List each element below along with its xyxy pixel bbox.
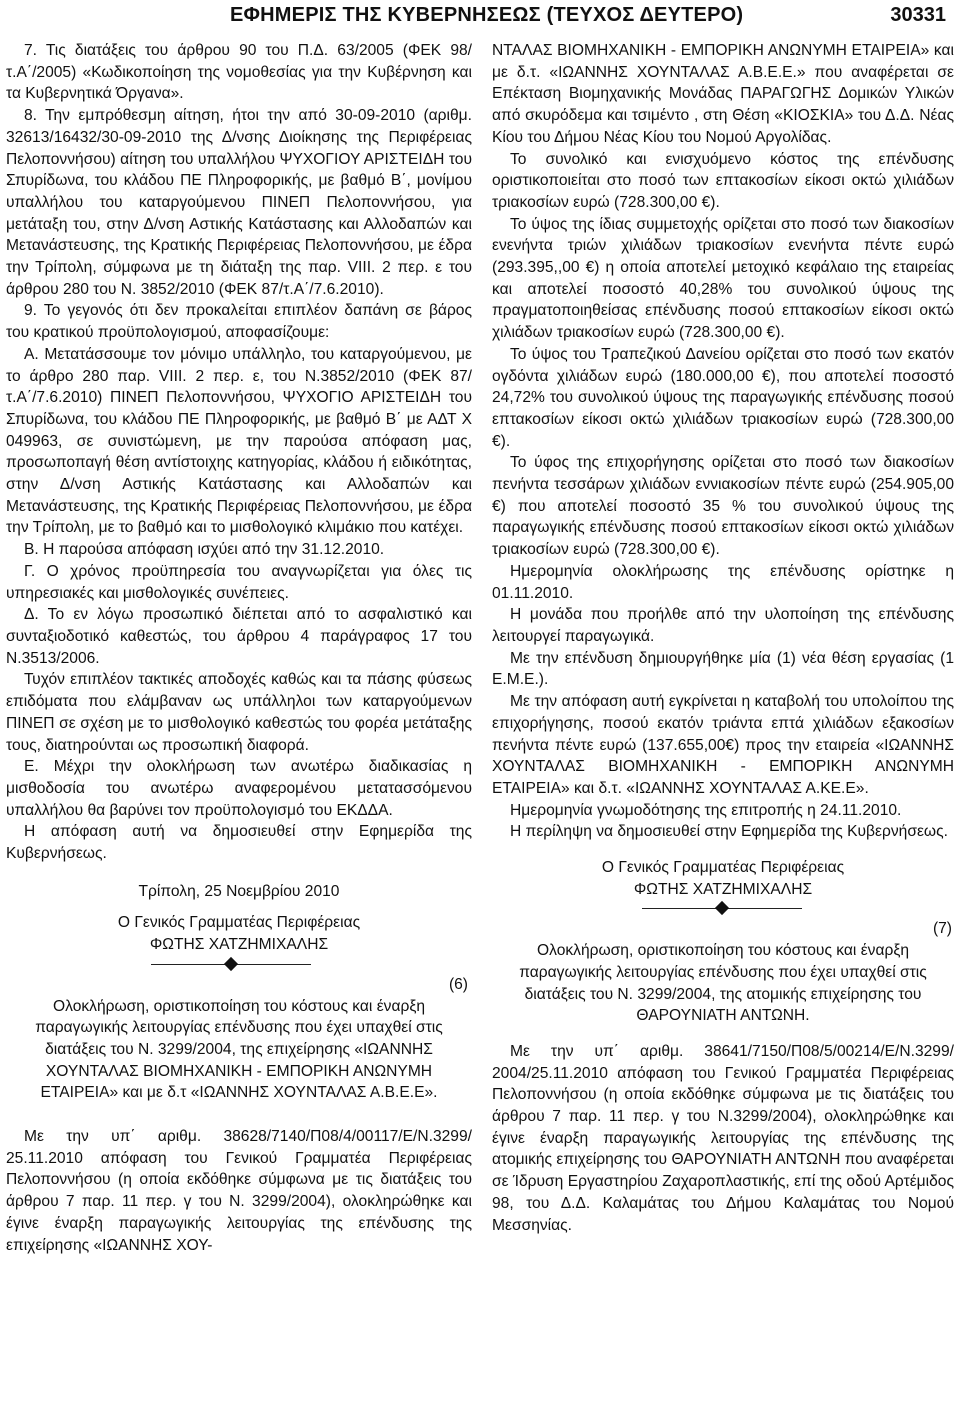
- section-divider: [492, 902, 954, 916]
- section-number-6: (6): [448, 975, 468, 993]
- divider-diamond-icon: [224, 957, 238, 971]
- paragraph-completion-date: Ημερομηνία ολοκλήρωσης της επένδυσης ορίστηκε η 01.11.2010.: [492, 562, 954, 602]
- paragraph-9: 9. Το γεγονός ότι δεν προκαλείται επιπλέον δαπάνη σε βάρος του κρατικού προϋπολογισμού, αποφασίζουμε:: [6, 302, 472, 342]
- section-title-7: Ολοκλήρωση, οριστικοποίηση του κόστους και έναρξη παραγωγικής λειτουργίας επένδυσης που έχει υπαχθεί στις διατάξεις του Ν. 3299/2004, της ατομικής επιχείρησης του ΘΑΡΟΥΝΙΑΤΗ ΑΝΤΩΝΗ.: [519, 942, 927, 1025]
- decision-e: Ε. Μέχρι την ολοκλήρωση των ανωτέρω διαδικασίας η μισθοδοσία του ανωτέρω αναφερομένου μετατασσόμενου υπαλλήλου θα βαρύνει τον προϋπολογισμό του ΕΚΔΔΑ.: [6, 758, 472, 819]
- page-header: [0, 0, 960, 38]
- signature-role: Ο Γενικός Γραμματέας Περιφέρειας: [601, 859, 845, 877]
- paragraph-8: 8. Την εμπρόθεσμη αίτηση, ήτοι την από 30-09-2010 (αριθμ. 32613/16432/30-09-2010 της Δ/νσης Διοίκησης της Περιφέρειας Πελοποννήσου) αίτηση του υπαλλήλου ΨΥΧΟΓΙΟΥ ΑΡΙΣΤΕΙΔΗ του Σπυρίδωνα, του κλάδου ΠΕ Πληροφορικής, με βαθμό Β΄, μονίμου υπαλλήλου του καταργούμενου ΠΙΝΕΠ Πελοποννήσου, για μετάταξη του, στην Δ/νση Αστικής Κατάστασης και Αλλοδαπών και Μετανάστευσης, της Κρατικής Περιφέρειας Πελοποννήσου, με έδρα την Τρίπολη, σύμφωνα με τη διάταξη της παρ. VIII. 2 περ. ε του άρθρου 280 του Ν. 3852/2010 (ΦΕΚ 87/τ.Α΄/7.6.2010).: [6, 107, 472, 298]
- section-divider: [6, 958, 472, 972]
- section-body-7: Με την υπ΄ αριθμ. 38641/7150/Π08/5/00214/Ε/Ν.3299/ 2004/25.11.2010 απόφαση του Γενικού Γραμματέα Περιφέρειας Πελοποννήσου (η οποία εκδόθηκε σύμφωνα με τις διατάξεις του άρθρου 7 παρ. 11 περ. γ του Ν.3299/2004), ολοκληρώθηκε και έγινε έναρξη παραγωγικής λειτουργίας της επένδυσης της ατομικής επιχείρησης του ΘΑΡΟΥΝΙΑΤΗ ΑΝΤΩΝΗ που αναφέρεται σε Ίδρυση Εργαστηρίου Ζαχαροπλαστικής, επί της οδού Αρτέμιδος 98, του Δ.Δ. Καλαμάτας του Δήμου Καλαμάτας του Νομού Μεσσηνίας.: [492, 1042, 954, 1234]
- gazette-title: ΕΦΗΜΕΡΙΣ ΤΗΣ ΚΥΒΕΡΝΗΣΕΩΣ (ΤΕΥΧΟΣ ΔΕΥΤΕΡΟ): [230, 4, 744, 26]
- left-column: [6, 40, 472, 1256]
- decision-a: Α. Μετατάσσουμε τον μόνιμο υπάλληλο, του καταργούμενου, με το άρθρο 280 παρ. VIII. 2 περ. ε, του Ν.3852/2010 (ΦΕΚ 87/τ.Α΄/7.6.2010) ΠΙΝΕΠ Πελοποννήσου, ΨΥΧΟΓΙΟ ΑΡΙΣΤΕΙΔΗ του Σπυρίδωνα, του κλάδου ΠΕ Πληροφορικής, με βαθμό Β΄ με ΑΔΤ Χ 049963, σε συνιστώμενη, με την παρούσα απόφαση μας, προσωποπαγή θέση αντίστοιχης κατηγορίας, κλάδου ή ειδικότητας, στην Δ/νση Αστικής Κατάστασης και Αλλοδαπών και Μετανάστευσης, της Κρατικής Περιφέρειας Πελοποννήσου, με έδρα την Τρίπολη, με το βαθμό και το μισθολογικό κλιμάκιο που κατέχει.: [6, 345, 472, 537]
- divider-diamond-icon: [715, 901, 729, 915]
- paragraph-new-jobs: Με την επένδυση δημιουργήθηκε μία (1) νέα θέση εργασίας (1 Ε.Μ.Ε.).: [492, 649, 954, 689]
- decision-d-continued: Τυχόν επιπλέον τακτικές αποδοχές καθώς και τα πάσης φύσεως επιδόματα που ελάμβαναν ως υπάλληλοι των καταργούμενων ΠΙΝΕΠ σε σχέση με το μισθολογικό καθεστώς του φορέα μετάταξης τους, διατηρούνται ως προσωπική διαφορά.: [6, 671, 472, 754]
- paragraph-committee-date: Ημερομηνία γνωμοδότησης της επιτροπής η 24.11.2010.: [510, 801, 902, 819]
- paragraph-publication: Η περίληψη να δημοσιευθεί στην Εφημερίδα της Κυβερνήσεως.: [510, 823, 948, 841]
- paragraph-subsidy: Το ύφος της επιχορήγησης ορίζεται στο ποσό των διακοσίων πενήντα τεσσάρων χιλιάδων εννιακοσίων πέντε ευρώ (254.905,00 €) που αποτελεί ποσοστό 35 % του συνολικού ύψους της παραγωγικής επένδυσης ποσού επτακοσίων είκοσι οκτώ χιλιάδων τριακοσίων ευρώ (728.300,00 €).: [492, 454, 954, 559]
- page-number: 30331: [890, 4, 946, 26]
- decision-d: Δ. Το εν λόγω προσωπικό διέπεται από το ασφαλιστικό και συνταξιοδοτικό καθεστώς, του άρθρου 4 παράγραφος 17 του Ν.3513/2006.: [6, 606, 472, 667]
- signature-name: ΦΩΤΗΣ ΧΑΤΖΗΜΙΧΑΛΗΣ: [633, 880, 813, 898]
- paragraph-bank-loan: Το ύψος του Τραπεζικού Δανείου ορίζεται στο ποσό των εκατόν ογδόντα χιλιάδων ευρώ (180.000,00 €), που αποτελεί ποσοστό 24,72% του συνολικού ύψους της παραγωγικής επένδυσης ποσού επτακοσίων είκοσι οκτώ χιλιάδων τριακοσίων ευρώ (728.300,00 €).: [492, 345, 954, 450]
- right-column: [492, 40, 954, 1236]
- signature-name: ΦΩΤΗΣ ΧΑΤΖΗΜΙΧΑΛΗΣ: [149, 936, 329, 954]
- paragraph-remaining-subsidy: Με την απόφαση αυτή εγκρίνεται η καταβολή του υπολοίπου της επιχορήγησης, ποσού εκατόν τριάντα επτά χιλιάδων εξακοσίων πενήντα πέντε ευρώ (137.655,00€) προς την εταιρεία «ΙΩΑΝΝΗΣ ΧΟΥΝΤΑΛΑΣ ΒΙΟΜΗΧΑΝΙΚΗ - ΕΜΠΟΡΙΚΗ ΑΝΩΝΥΜΗ ΕΤΑΙΡΕΙΑ» και δ.τ. «ΙΩΑΝΝΗΣ ΧΟΥΝΤΑΛΑΣ Α.ΚΕ.Ε».: [492, 693, 954, 797]
- section-number-7: (7): [932, 920, 952, 938]
- paragraph-own-contribution: Το ύψος της ίδιας συμμετοχής ορίζεται στο ποσό των διακοσίων ενενήντα τριών χιλιάδων τριακοσίων ενενήντα πέντε ευρώ (293.395,,00 €) η οποία αποτελεί μετοχικό κεφάλαιο της εταιρείας και αποτελεί ποσοστό 40,28% του συνολικού ύψους της πραγματοποιηθείσας επένδυσης ποσού επτακοσίων είκοσι οκτώ χιλιάδων τριακοσίων ευρώ (728.300,00 €).: [492, 215, 954, 342]
- publication-order: Η απόφαση αυτή να δημοσιευθεί στην Εφημερίδα της Κυβερνήσεως.: [6, 823, 472, 863]
- paragraph-continued: ΝΤΑΛΑΣ ΒΙΟΜΗΧΑΝΙΚΗ - ΕΜΠΟΡΙΚΗ ΑΝΩΝΥΜΗ ΕΤΑΙΡΕΙΑ» και με δ.τ. «ΙΩΑΝΝΗΣ ΧΟΥΝΤΑΛΑΣ Α.Β.Ε.Ε.» που αναφέρεται σε Επέκταση Βιομηχανικής Μονάδας ΠΑΡΑΓΩΓΗΣ Δομικών Υλικών από σκυρόδεμα και τσιμέντο , στη Θέση «ΚΙΟΣΚΙΑ» του Δ.Δ. Νέας Κίου του Δήμου Νέας Κίου του Νομού Αργολίδας.: [492, 42, 954, 146]
- signature-role: Ο Γενικός Γραμματέας Περιφέρειας: [117, 914, 361, 932]
- signature-place-date: Τρίπολη, 25 Νοεμβρίου 2010: [138, 882, 340, 900]
- section-title-6: Ολοκλήρωση, οριστικοποίηση του κόστους και έναρξη παραγωγικής λειτουργίας επένδυσης που έχει υπαχθεί στις διατάξεις του Ν. 3299/2004, της επιχείρησης «ΙΩΑΝΝΗΣ ΧΟΥΝΤΑΛΑΣ ΒΙΟΜΗΧΑΝΙΚΗ - ΕΜΠΟΡΙΚΗ ΑΝΩΝΥΜΗ ΕΤΑΙΡΕΙΑ» και με δ.τ «ΙΩΑΝΝΗΣ ΧΟΥΝΤΑΛΑΣ Α.Β.Ε.Ε».: [35, 997, 443, 1102]
- paragraph-total-cost: Το συνολικό και ενισχυόμενο κόστος της επένδυσης οριστικοποιείται στο ποσό των επτακοσίων είκοσι οκτώ χιλιάδων τριακοσίων ευρώ (728.300,00 €).: [492, 150, 954, 211]
- section-body-6: Με την υπ΄ αριθμ. 38628/7140/Π08/4/00117/Ε/Ν.3299/ 25.11.2010 απόφαση του Γενικού Γραμματέα Περιφέρειας Πελοποννήσου (η οποία εκδόθηκε σύμφωνα με τις διατάξεις του άρθρου 7 παρ. 11 περ. γ του Ν. 3299/2004), ολοκληρώθηκε και έγινε έναρξη παραγωγικής λειτουργίας της επένδυσης της επιχείρησης «ΙΩΑΝΝΗΣ ΧΟΥ-: [6, 1128, 472, 1254]
- paragraph-7: 7. Τις διατάξεις του άρθρου 90 του Π.Δ. 63/2005 (ΦΕΚ 98/τ.Α΄/2005) «Κωδικοποίηση της νομοθεσίας για την Κυβέρνηση και τα Κυβερνητικά Όργανα».: [6, 42, 472, 103]
- paragraph-operation: Η μονάδα που προήλθε από την υλοποίηση της επένδυσης λειτουργεί παραγωγικά.: [492, 606, 954, 645]
- decision-b: Β. Η παρούσα απόφαση ισχύει από την 31.12.2010.: [24, 541, 385, 559]
- decision-g: Γ. Ο χρόνος προϋπηρεσία του αναγνωρίζεται για όλες τις υπηρεσιακές και μισθολογικές συνέπειες.: [6, 562, 472, 602]
